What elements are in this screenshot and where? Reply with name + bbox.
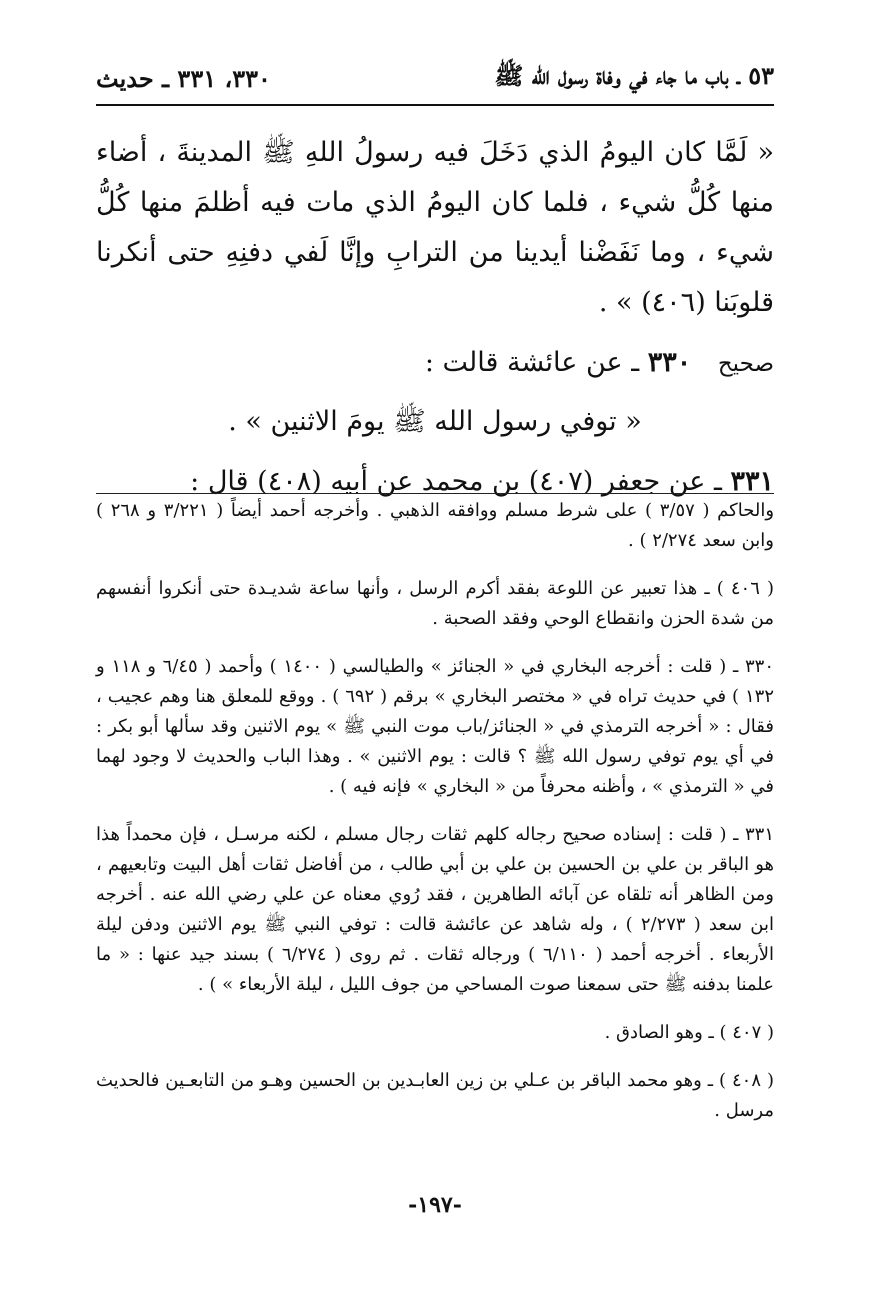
- hadith-range: ٣٣٠، ٣٣١ ـ حديث: [96, 63, 271, 93]
- hadith-number: ٣٣٠: [647, 347, 692, 378]
- hadith-grade: صحيح: [717, 351, 774, 377]
- hadith-number: ٣٣١: [730, 466, 774, 497]
- hadith-330-text: « توفي رسول الله ﷺ يومَ الاثنين » .: [228, 406, 642, 437]
- main-text: [96, 128, 774, 507]
- footnote: ٣٣٠ ـ ( قلت : أخرجه البخاري في « الجنائز » والطيالسي ( ١٤٠٠ ) وأحمد ( ٦/٤٥ و ١١٨ و ١٣٢ ) في حديث تراه في « مختصر البخاري » برقم ( ٦٩٢ ) . ووقع للمعلق هنا وهم عجيب ، فقال : « أخرجه الترمذي في « الجنائز/باب موت النبي ﷺ » يوم الاثنين وقد سألها أبو بكر : في أي يوم توفي رسول الله ﷺ ؟ قالت : يوم الاثنين » . وهذا الباب والحديث لا وجود لهما في « الترمذي » ، وأظنه محرفاً من « البخاري » فإنه فيه ) .: [96, 656, 775, 797]
- footnote: والحاكم ( ٣/٥٧ ) على شرط مسلم ووافقه الذهبي . وأخرجه أحمد أيضاً ( ٣/٢٢١ و ٢٦٨ ) وابن سعد ٢/٢٧٤ ) .: [96, 500, 775, 551]
- continuation-paragraph: « لَمَّا كان اليومُ الذي دَخَلَ فيه رسولُ اللهِ ﷺ المدينةَ ، أضاء منها كُلُّ شيء ، فلما كان اليومُ الذي مات فيه أظلمَ منها كُلُّ شيء ، وما نَفَضْنا أيدينا من الترابِ وإنَّا لَفي دفنِهِ حتى أنكرنا قلوبَنا (٤٠٦) » .: [96, 137, 774, 318]
- footnote: ( ٤٠٧ ) ـ وهو الصادق .: [604, 1022, 774, 1043]
- hadith-intro: ـ عن عائشة قالت :: [424, 347, 640, 378]
- footnote: ٣٣١ ـ ( قلت : إسناده صحيح رجاله كلهم ثقات رجال مسلم ، لكنه مرسـل ، فإن محمداً هذا هو الباقر بن علي بن الحسين بن علي بن أبي طالب ، من أفاضل ثقات أهل البيت وتابعيهم ، ومن الظاهر أنه تلقاه عن آبائه الطاهرين ، فقد رُوي معناه عن علي رضي الله عنه . أخرجه ابن سعد ( ٢/٢٧٣ ) ، وله شاهد عن عائشة قالت : توفي النبي ﷺ يوم الاثنين ودفن ليلة الأربعاء . أخرجه أحمد ( ٦/١١٠ ) ورجاله ثقات . ثم روى ( ٦/٢٧٤ ) بسند جيد عنها : « ما علمنا بدفنه ﷺ حتى سمعنا صوت المساحي من جوف الليل ، ليلة الأربعاء » ) .: [96, 824, 774, 995]
- running-header: [96, 56, 774, 100]
- footnote: ( ٤٠٦ ) ـ هذا تعبير عن اللوعة بفقد أكرم الرسل ، وأنها ساعة شديـدة حتى أنكروا أنفسهم من شدة الحزن وانقطاع الوحي وفقد الصحبة .: [96, 578, 774, 629]
- footnote: ( ٤٠٨ ) ـ وهو محمد الباقر بن عـلي بن زين العابـدين بن الحسين وهـو من التابعـين فالحديث مرسل .: [96, 1070, 774, 1121]
- hadith-330-heading: [96, 338, 774, 389]
- footnote-divider: [96, 493, 774, 494]
- footnotes: [96, 493, 774, 1144]
- hadith-intro: ـ عن جعفر (٤٠٧) بن محمد عن أبيه (٤٠٨) قال :: [190, 466, 722, 497]
- header-divider: [96, 104, 774, 106]
- page-number: -١٩٧-: [408, 1192, 462, 1218]
- chapter-title: ٥٣ ـ باب ما جاء في وفاة رسول الله ﷺ: [494, 60, 774, 90]
